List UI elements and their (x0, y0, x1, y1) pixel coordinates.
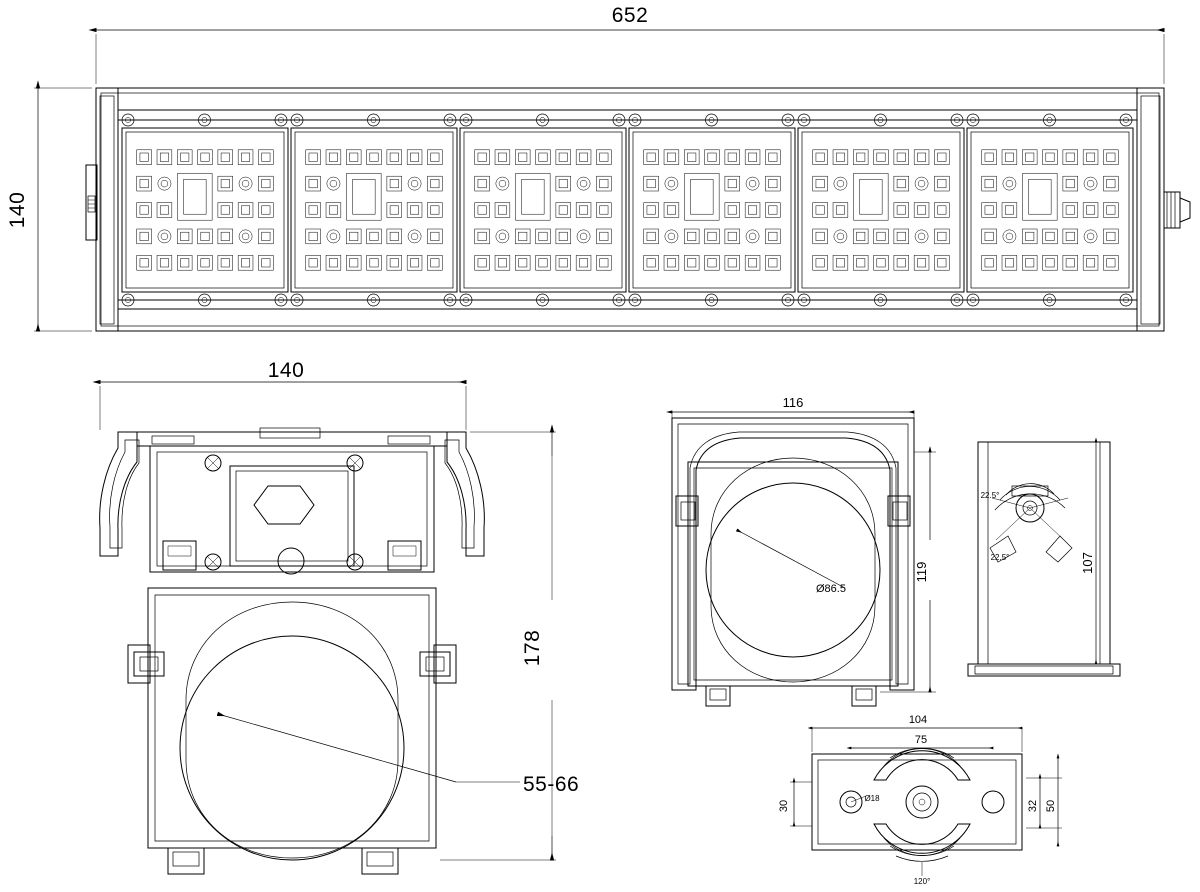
dimension-label-dia-86-5: Ø86.5 (816, 583, 846, 595)
dimension-label-178: 178 (521, 629, 544, 667)
dimension-label-107: 107 (1080, 552, 1095, 574)
angle-label-22-5-lower: 22.5° (990, 553, 1010, 562)
dimension-label-55-66: 55-66 (523, 773, 580, 796)
dimension-label-140-width: 140 (267, 359, 305, 382)
dimension-label-104: 104 (908, 714, 928, 726)
dimension-label-652: 652 (611, 4, 649, 27)
angle-label-120: 120° (913, 877, 931, 886)
dimension-label-30: 30 (778, 799, 790, 813)
dimension-label-119: 119 (914, 561, 929, 583)
angle-label-22-5-upper: 22.5° (980, 491, 1000, 500)
dimension-label-140-height: 140 (6, 191, 29, 229)
dimension-label-dia-18: Ø18 (864, 794, 880, 803)
dimension-label-75: 75 (914, 734, 928, 746)
dimension-label-50: 50 (1045, 799, 1057, 813)
dimension-label-32: 32 (1027, 799, 1039, 813)
dimension-label-116: 116 (782, 395, 804, 410)
